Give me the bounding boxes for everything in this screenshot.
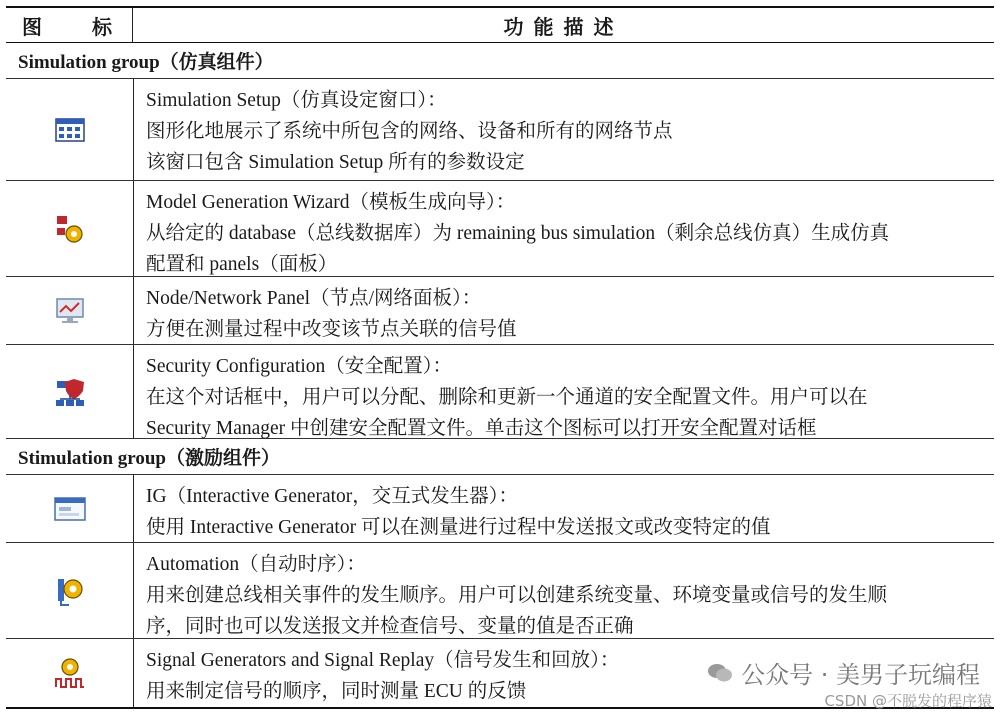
table-row: Signal Generators and Signal Replay（信号发生和回放）： 用来制定信号的顺序，同时测量 ECU 的反馈	[6, 639, 994, 709]
watermark: 公众号 · 美男子玩编程	[707, 655, 980, 690]
table-row: Node/Network Panel（节点/网络面板）： 方便在测量过程中改变该节点关联的信号值	[6, 277, 994, 345]
signal-generator-icon[interactable]	[54, 657, 86, 689]
simulation-setup-icon[interactable]	[55, 118, 85, 142]
table-row: Model Generation Wizard（模板生成向导）： 从给定的 database（总线数据库）为 remaining bus simulation（剩余总线仿真）生成仿真 配置和 panels（面板）	[6, 181, 994, 277]
group-header-stimulation: Stimulation group（激励组件）	[6, 439, 994, 475]
table-row: Security Configuration（安全配置）： 在这个对话框中，用户可以分配、删除和更新一个通道的安全配置文件。用户可以在 Security Manager 中创建安全配置文件。单击这个图标可以打开安全配置对话框	[6, 345, 994, 439]
automation-icon[interactable]	[55, 575, 85, 607]
security-configuration-icon[interactable]	[54, 377, 86, 407]
table-header	[6, 6, 994, 43]
feature-table	[6, 6, 994, 709]
icon-column-header: 图 标	[6, 8, 133, 42]
node-network-panel-icon[interactable]	[54, 297, 86, 325]
table-row: Automation（自动时序）： 用来创建总线相关事件的发生顺序。用户可以创建系统变量、环境变量或信号的发生顺 序，同时也可以发送报文并检查信号、变量的值是否正确	[6, 543, 994, 639]
wechat-icon	[707, 662, 733, 684]
watermark-sub: CSDN @不脱发的程序猿	[824, 692, 992, 710]
table-row: IG（Interactive Generator，交互式发生器）： 使用 Interactive Generator 可以在测量进行过程中发送报文或改变特定的值	[6, 475, 994, 543]
interactive-generator-icon[interactable]	[54, 497, 86, 521]
group-header-simulation: Simulation group（仿真组件）	[6, 43, 994, 79]
table-row: Simulation Setup（仿真设定窗口）： 图形化地展示了系统中所包含的网络、设备和所有的网络节点 该窗口包含 Simulation Setup 所有的参数设定	[6, 79, 994, 181]
model-generation-wizard-icon[interactable]	[55, 214, 85, 244]
description-column-header: 功能描述	[503, 16, 624, 39]
